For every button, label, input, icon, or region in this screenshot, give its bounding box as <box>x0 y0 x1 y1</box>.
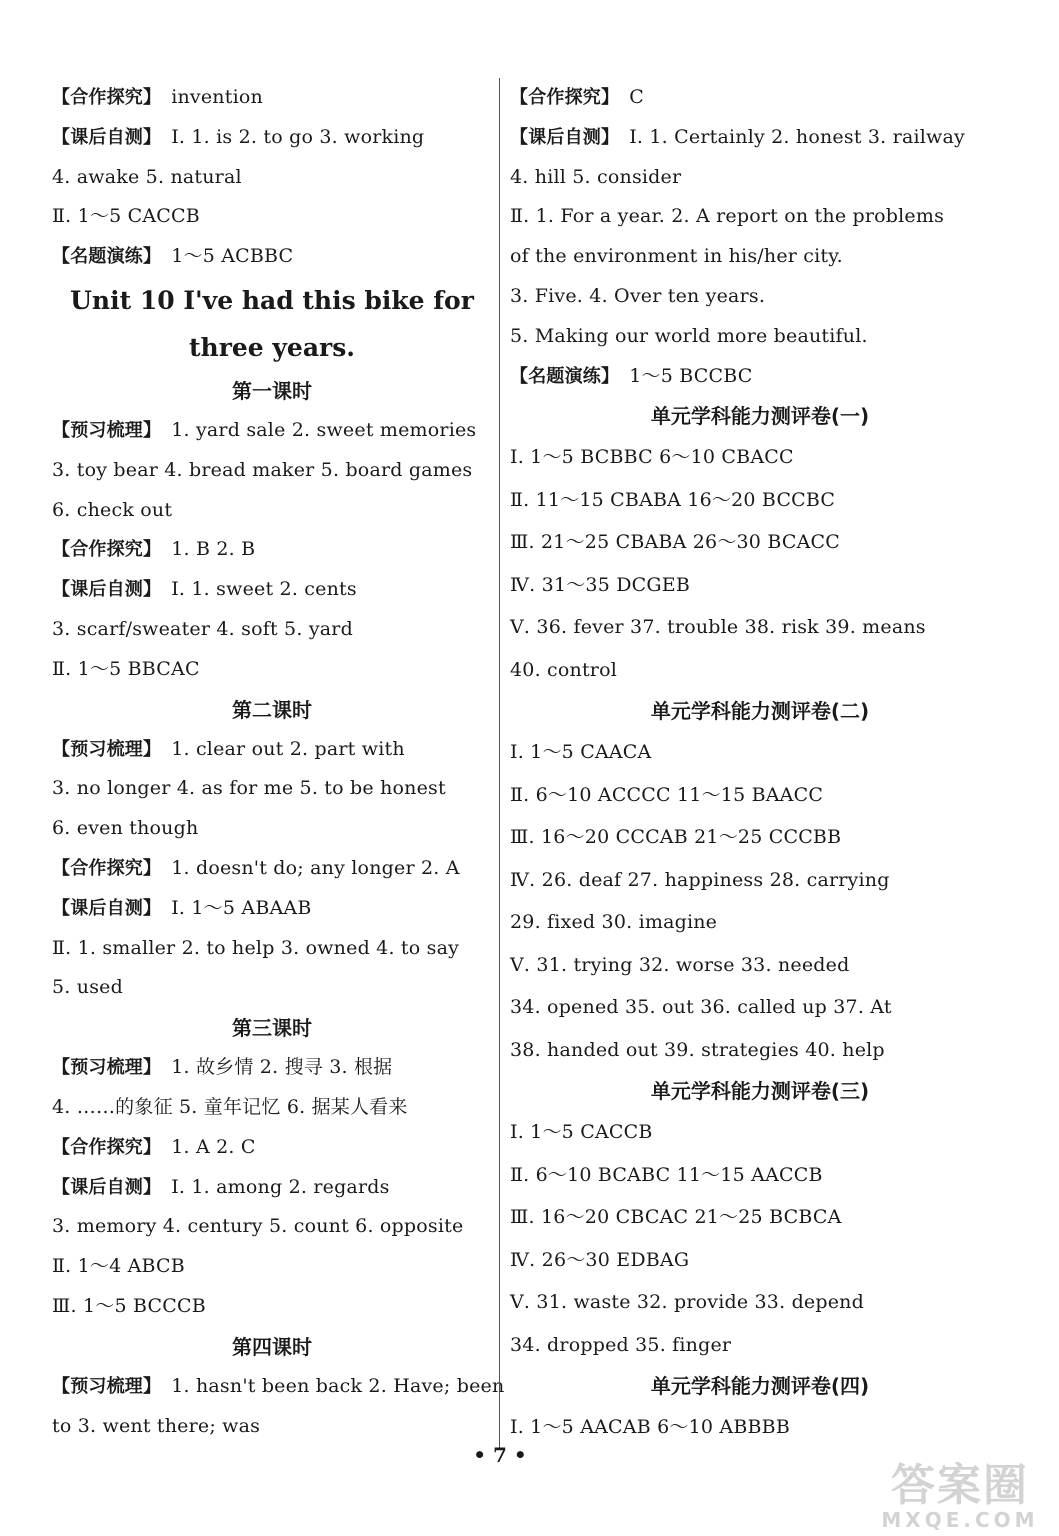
answer-line <box>52 1128 492 1168</box>
answer-line <box>52 237 492 277</box>
answer-line: 29. fixed 30. imagine <box>510 911 718 934</box>
test-heading: 单元学科能力测评卷(一) <box>650 404 870 429</box>
answer-line <box>52 1207 492 1247</box>
answer-text: 1. yard sale 2. sweet memories <box>171 418 477 441</box>
answer-text: 1. A 2. C <box>171 1135 256 1158</box>
answer-text: Ⅰ. 1. among 2. regards <box>171 1175 390 1198</box>
answer-line <box>52 451 492 491</box>
test-3-answers <box>510 1111 1010 1366</box>
answer-line <box>52 1247 492 1287</box>
answer-line <box>52 929 492 969</box>
section-tag: 【名题演练】 <box>510 365 620 387</box>
section-tag: 【预习梳理】 <box>52 1375 162 1397</box>
answer-text: 1. clear out 2. part with <box>171 737 405 760</box>
answer-line: Ⅳ. 26. deaf 27. happiness 28. carrying <box>510 868 890 891</box>
answer-line <box>52 1168 492 1208</box>
answer-line <box>52 610 492 650</box>
test-heading: 单元学科能力测评卷(三) <box>650 1079 870 1104</box>
answer-line: Ⅳ. 26～30 EDBAG <box>510 1248 690 1271</box>
section-tag: 【合作探究】 <box>52 87 162 108</box>
answer-line <box>510 277 1010 317</box>
section-tag: 【课后自测】 <box>52 126 162 148</box>
answer-line: Ⅰ. 1～5 AACAB 6～10 ABBBB <box>510 1416 790 1439</box>
lesson-2-answers <box>52 730 492 1009</box>
answer-line <box>52 650 492 690</box>
watermark-logo <box>870 1462 1050 1532</box>
answer-line <box>52 849 492 889</box>
answer-line: Ⅰ. 1～5 CACCB <box>510 1121 653 1144</box>
answer-text: Ⅱ. 1. smaller 2. to help 3. owned 4. to say <box>52 936 460 959</box>
answer-text: 1. doesn't do; any longer 2. A <box>171 856 460 879</box>
answer-line <box>510 197 1010 237</box>
answer-line: Ⅱ. 6～10 ACCCC 11～15 BAACC <box>510 783 824 806</box>
left-column <box>52 78 505 1446</box>
answer-line: Ⅴ. 31. waste 32. provide 33. depend <box>510 1291 864 1314</box>
answer-text: Ⅰ. 1. Certainly 2. honest 3. railway <box>629 125 965 148</box>
answer-text: C <box>629 86 644 108</box>
section-tag: 【合作探究】 <box>52 857 162 879</box>
answer-text: Ⅱ. 1. For a year. 2. A report on the problems <box>510 205 945 228</box>
answer-text: Ⅲ. 1～5 BCCCB <box>52 1294 206 1317</box>
answer-line <box>510 317 1010 357</box>
test-2-answers <box>510 731 1010 1071</box>
answer-line: 40. control <box>510 658 618 681</box>
answer-text: invention <box>171 86 263 108</box>
answer-line <box>52 491 492 531</box>
answer-line <box>510 158 1010 198</box>
answer-line <box>510 357 1010 397</box>
lesson-4-answers <box>52 1367 505 1447</box>
answer-line: Ⅴ. 36. fever 37. trouble 38. risk 39. means <box>510 616 926 639</box>
answer-line: 34. dropped 35. finger <box>510 1333 732 1356</box>
answer-line: Ⅰ. 1～5 BCBBC 6～10 CBACC <box>510 446 794 469</box>
section-tag: 【预习梳理】 <box>52 738 162 760</box>
answer-line <box>52 1367 505 1407</box>
answer-text: 4. hill 5. consider <box>510 165 682 188</box>
answer-line <box>52 158 492 198</box>
answer-text: 3. Five. 4. Over ten years. <box>510 284 766 307</box>
section-tag: 【课后自测】 <box>52 579 162 601</box>
lesson-heading: 第二课时 <box>232 697 312 722</box>
lesson-heading: 第四课时 <box>232 1334 312 1359</box>
section-tag: 【合作探究】 <box>52 539 162 561</box>
test-heading: 单元学科能力测评卷(二) <box>650 699 870 724</box>
section-tag: 【合作探究】 <box>52 1136 162 1158</box>
answer-line: Ⅲ. 21～25 CBABA 26～30 BCACC <box>510 531 840 554</box>
answer-line <box>52 1407 492 1447</box>
section-tag: 【课后自测】 <box>52 1176 162 1198</box>
test-1-answers <box>510 436 1010 691</box>
answer-text: 4. awake 5. natural <box>52 165 242 188</box>
answer-text: 6. check out <box>52 498 173 521</box>
column-divider <box>499 78 500 1448</box>
answer-text: Ⅱ. 1～5 BBCAC <box>52 657 200 680</box>
answer-line: Ⅲ. 16～20 CBCAC 21～25 BCBCA <box>510 1206 842 1229</box>
answer-line <box>52 118 492 158</box>
answer-text: Ⅱ. 1～4 ABCB <box>52 1255 185 1278</box>
answer-line: 34. opened 35. out 36. called up 37. At <box>510 996 892 1019</box>
answer-line <box>52 197 492 237</box>
answer-text: of the environment in his/her city. <box>510 245 843 268</box>
answer-text: 1. hasn't been back 2. Have; been <box>171 1374 505 1397</box>
answer-line <box>52 530 492 570</box>
watermark-text: 答案圈 <box>891 1460 1029 1511</box>
answer-text: 3. memory 4. century 5. count 6. opposite <box>52 1215 464 1238</box>
answer-text: Ⅰ. 1. sweet 2. cents <box>171 578 357 601</box>
answer-line <box>52 1048 492 1088</box>
answer-text: 3. no longer 4. as for me 5. to be honest <box>52 777 446 800</box>
answer-line <box>510 78 1010 118</box>
answer-text: 1～5 BCCBC <box>629 364 753 387</box>
answer-line: Ⅲ. 16～20 CCCAB 21～25 CCCBB <box>510 826 842 849</box>
right-column <box>510 78 1010 1449</box>
answer-text: 1～5 ACBBC <box>171 245 294 268</box>
unit-title: Unit 10 I've had this bike for <box>70 285 474 315</box>
answer-line: Ⅱ. 11～15 CBABA 16～20 BCCBC <box>510 488 836 511</box>
answer-line <box>52 1287 492 1327</box>
answer-text: to 3. went there; was <box>52 1414 261 1437</box>
section-tag: 【名题演练】 <box>52 246 162 268</box>
right-top-block <box>510 78 1010 396</box>
answer-line <box>510 237 1010 277</box>
unit-title-continued: three years. <box>189 332 355 362</box>
answer-text: 5. used <box>52 976 123 999</box>
lesson-3-answers <box>52 1048 492 1327</box>
answer-text: Ⅰ. 1. is 2. to go 3. working <box>171 125 425 148</box>
section-tag: 【课后自测】 <box>510 126 620 148</box>
section-tag: 【合作探究】 <box>510 87 620 108</box>
answer-line <box>52 769 492 809</box>
answer-line: 38. handed out 39. strategies 40. help <box>510 1038 885 1061</box>
answer-text: Ⅰ. 1～5 ABAAB <box>171 896 312 919</box>
answer-text: 3. scarf/sweater 4. soft 5. yard <box>52 617 353 640</box>
answer-line <box>52 730 492 770</box>
answer-text: 4. ……的象征 5. 童年记忆 6. 据某人看来 <box>52 1095 408 1118</box>
answer-text: 6. even though <box>52 817 199 840</box>
answer-text: 3. toy bear 4. bread maker 5. board games <box>52 458 473 481</box>
answer-line <box>52 570 492 610</box>
lesson-heading: 第三课时 <box>232 1016 312 1041</box>
answer-line: Ⅰ. 1～5 CAACA <box>510 741 652 764</box>
answer-text: Ⅱ. 1～5 CACCB <box>52 205 200 228</box>
answer-text: 1. 故乡情 2. 搜寻 3. 根据 <box>171 1056 393 1079</box>
watermark-url: MXQE.COM <box>881 1508 1039 1532</box>
answer-line <box>510 118 1010 158</box>
lesson-heading: 第一课时 <box>232 378 312 403</box>
answer-line <box>52 1088 492 1128</box>
test-heading: 单元学科能力测评卷(四) <box>650 1374 870 1399</box>
page-number: • 7 • <box>473 1443 527 1467</box>
answer-line: Ⅳ. 31～35 DCGEB <box>510 573 691 596</box>
section-tag: 【预习梳理】 <box>52 1057 162 1079</box>
answer-line <box>52 968 492 1008</box>
answer-line: Ⅴ. 31. trying 32. worse 33. needed <box>510 953 850 976</box>
answer-line <box>52 411 492 451</box>
left-top-block <box>52 78 492 277</box>
answer-text: 1. B 2. B <box>171 538 256 561</box>
answer-text: 5. Making our world more beautiful. <box>510 324 868 347</box>
answer-line <box>52 889 492 929</box>
answer-line: Ⅱ. 6～10 BCABC 11～15 AACCB <box>510 1163 823 1186</box>
answer-line <box>52 809 492 849</box>
lesson-1-answers <box>52 411 492 690</box>
answer-line <box>52 78 492 118</box>
section-tag: 【课后自测】 <box>52 897 162 919</box>
section-tag: 【预习梳理】 <box>52 419 162 441</box>
